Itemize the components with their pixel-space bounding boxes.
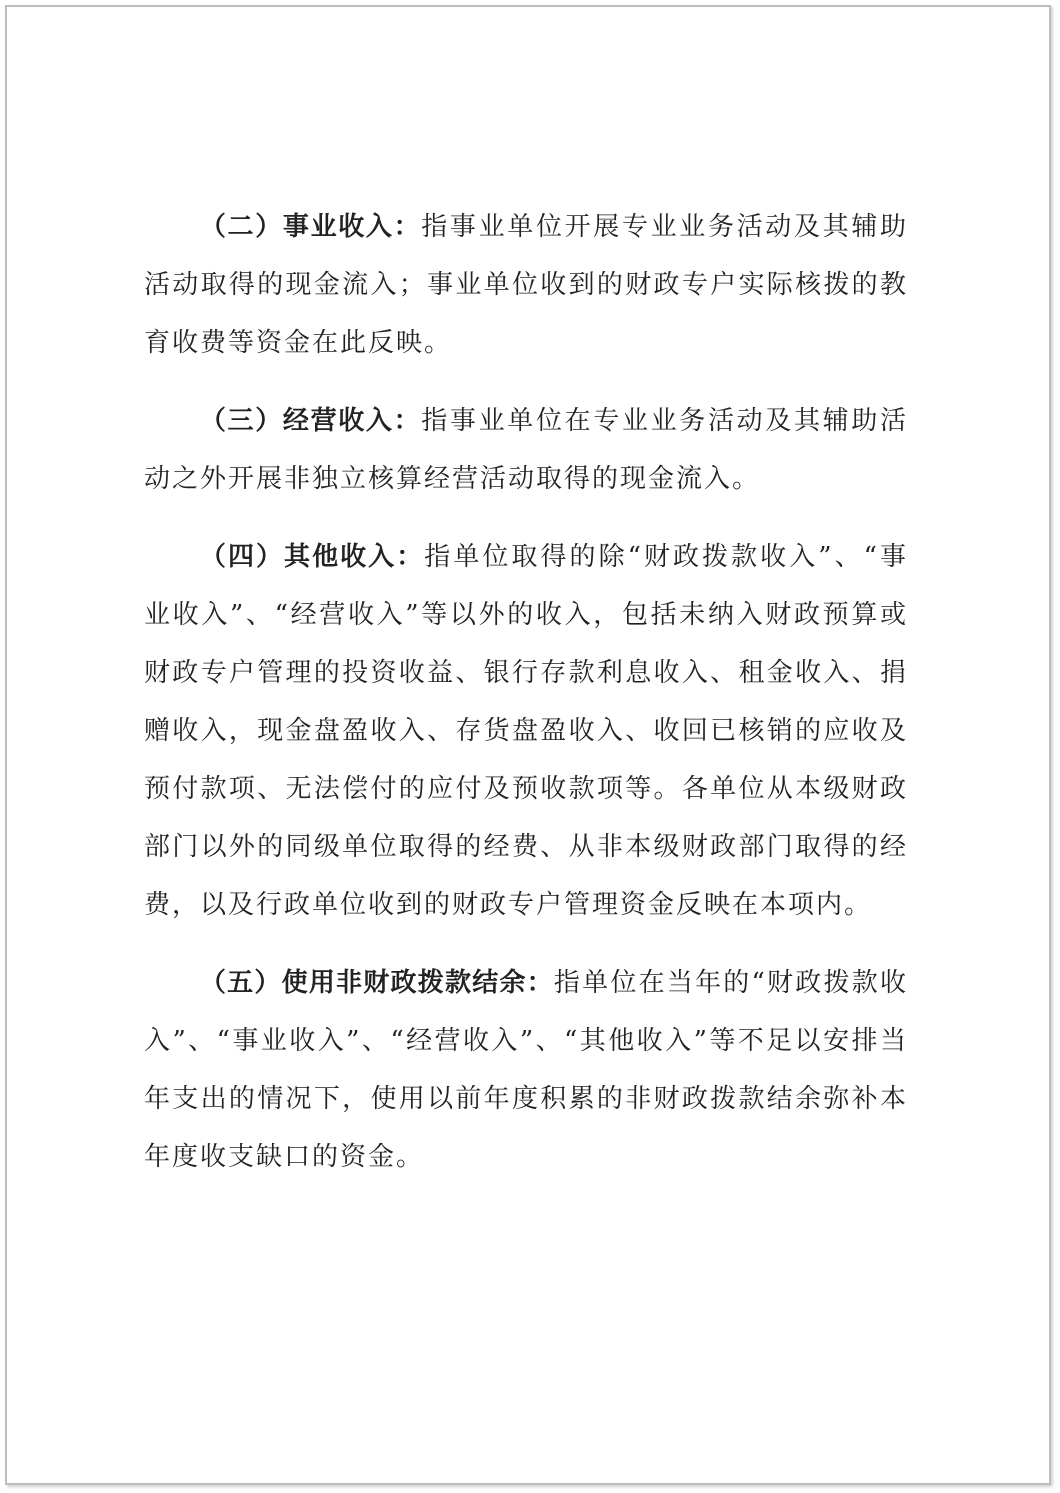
paragraph-operating-income [144,392,908,508]
document-page [5,5,1051,1485]
paragraph-heading: （五）使用非财政拨款结余： [199,968,554,998]
document-body [144,198,908,1186]
paragraph-other-income [144,528,908,934]
paragraph-heading: （二）事业收入： [199,212,422,242]
paragraph-non-fiscal-surplus [144,954,908,1186]
paragraph-text: 指单位取得的除“财政拨款收入”、“事业收入”、“经营收入”等以外的收入，包括未纳入财政预算或财政专户管理的投资收益、银行存款利息收入、租金收入、捐赠收入，现金盘盈收入、存货盘盈收入、收回已核销的应收及预付款项、无法偿付的应付及预收款项等。各单位从本级财政部门以外的同级单位取得的经费、从非本级财政部门取得的经费，以及行政单位收到的财政专户管理资金反映在本项内。 [144,542,908,920]
paragraph-text: 指事业单位在专业业务活动及其辅助活动之外开展非独立核算经营活动取得的现金流入。 [144,406,908,494]
paragraph-text: 指单位在当年的“财政拨款收入”、“事业收入”、“经营收入”、“其他收入”等不足以安排当年支出的情况下，使用以前年度积累的非财政拨款结余弥补本年度收支缺口的资金。 [144,968,908,1172]
paragraph-heading: （四）其他收入： [199,542,425,572]
paragraph-business-income [144,198,908,372]
paragraph-heading: （三）经营收入： [199,406,422,436]
paragraph-text: 指事业单位开展专业业务活动及其辅助活动取得的现金流入；事业单位收到的财政专户实际核拨的教育收费等资金在此反映。 [144,212,908,358]
